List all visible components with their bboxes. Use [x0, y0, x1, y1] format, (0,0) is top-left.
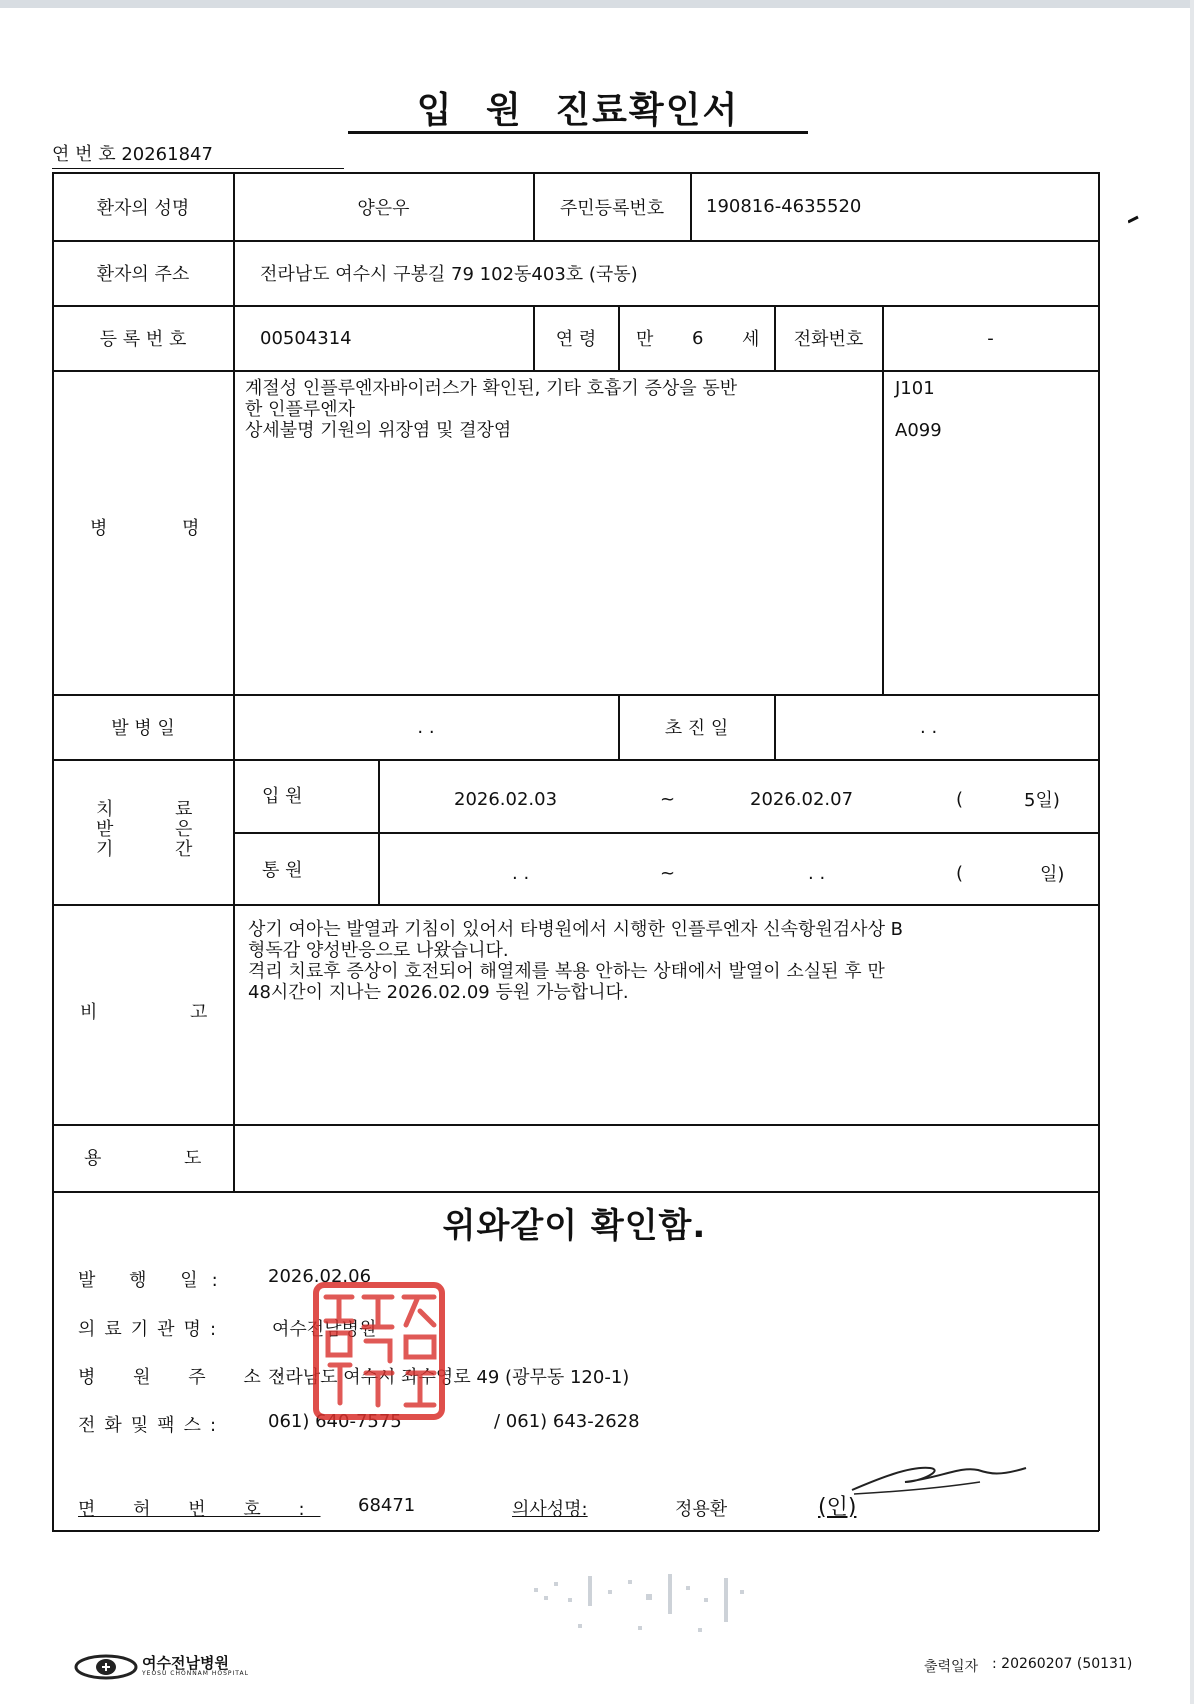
first-visit-label: 초 진 일	[664, 718, 729, 739]
print-date-value: : 20260207 (50131)	[992, 1656, 1133, 1672]
doctor-seal-mark: (인)	[818, 1495, 857, 1520]
inpatient-days-open: (	[956, 788, 964, 810]
inpatient-tilde: ~	[660, 788, 676, 810]
serial-number: 연 번 호 20261847	[52, 140, 344, 169]
diagnosis-label-right: 명	[182, 518, 200, 539]
rrn-value: 190816-4635520	[706, 196, 862, 217]
print-date-label: 출력일자	[924, 1659, 979, 1675]
outpatient-tilde: ~	[660, 862, 676, 884]
remarks-label-right: 고	[190, 1002, 208, 1023]
remarks-label-left: 비	[80, 1002, 98, 1023]
doctor-name: 정용환	[675, 1499, 728, 1520]
purpose-label-left: 용	[84, 1148, 102, 1169]
registration-label: 등 록 번 호	[99, 329, 187, 350]
diagnosis-code: J101	[895, 377, 935, 399]
doctor-name-label: 의사성명:	[512, 1499, 588, 1520]
purpose-value	[248, 1140, 1088, 1174]
diagnosis-label-left: 병	[90, 518, 108, 539]
address-value: 전라남도 여수시 구봉길 79 102동403호 (국동)	[260, 264, 638, 285]
document-title: 입 원 진료확인서	[348, 82, 808, 134]
hospital-logo-icon	[74, 1654, 138, 1680]
hospital-address: 전라남도 여수시 좌수영로 49 (광무동 120-1)	[268, 1367, 630, 1388]
hospital-footer-logo	[74, 1652, 334, 1682]
outpatient-label: 통 원	[262, 860, 303, 881]
treatment-label-col1: 치 받 기	[96, 799, 114, 860]
registration-number: 00504314	[260, 327, 352, 349]
inpatient-days: 5일)	[1024, 790, 1060, 811]
hospital-address-label: 병 원 주 소:	[78, 1367, 299, 1388]
outpatient-days-open: (	[956, 862, 964, 884]
onset-label: 발 병 일	[111, 718, 175, 739]
license-label: 면 허 번 호 :	[78, 1499, 321, 1520]
onset-value: . .	[417, 716, 435, 738]
scan-edge-right	[1190, 0, 1194, 1704]
issue-date: 2026.02.06	[268, 1266, 372, 1287]
diagnosis-code: A099	[895, 419, 942, 441]
institution-label: 의료기관명:	[78, 1319, 226, 1340]
diagnosis-text: 계절성 인플루엔자바이러스가 확인된, 기타 호흡기 증상을 동반 한 인플루엔자 상세불명 기원의 위장염 및 결장염	[245, 378, 738, 441]
faint-print-mark	[528, 1568, 760, 1640]
tel-fax-label: 전화및팩스:	[78, 1415, 226, 1436]
tel-value: 061) 640-7575	[268, 1411, 402, 1432]
license-number: 68471	[358, 1495, 416, 1516]
issue-date-label: 발 행 일:	[78, 1270, 232, 1291]
inpatient-label: 입 원	[262, 786, 303, 807]
treatment-label-col2: 료 은 간	[175, 799, 193, 860]
outpatient-days: 일)	[1040, 864, 1065, 885]
inpatient-from: 2026.02.03	[454, 788, 558, 810]
age-label: 연 령	[555, 329, 597, 350]
age-suffix: 세	[742, 329, 760, 350]
address-label: 환자의 주소	[96, 264, 190, 285]
hospital-seal-stamp	[312, 1281, 446, 1421]
outpatient-from: . .	[512, 862, 530, 884]
scan-edge-top	[0, 0, 1194, 8]
doctor-signature	[850, 1448, 1030, 1498]
age-value: 6	[692, 327, 704, 349]
rrn-label: 주민등록번호	[559, 197, 665, 219]
patient-name-label: 환자의 성명	[96, 197, 190, 219]
patient-name: 양은우	[357, 197, 410, 219]
remarks-text: 상기 여아는 발열과 기침이 있어서 타병원에서 시행한 인플루엔자 신속항원검사상 B 형독감 양성반응으로 나왔습니다. 격리 치료후 증상이 호전되어 해열제를 복용 안하는 상태에서 발열이 소실된 후 만 48시간이 지나는 2026.02.09 등원 가능합니다.	[248, 919, 904, 1003]
phone-label: 전화번호	[793, 329, 864, 350]
institution-name: 여수전남병원	[272, 1319, 377, 1340]
footer-hospital-name: 여수전남병원	[142, 1654, 229, 1672]
age-prefix: 만	[636, 329, 654, 350]
scan-speck	[1128, 214, 1148, 224]
footer-hospital-name-en: YEOSU CHONNAM HOSPITAL	[142, 1670, 249, 1677]
purpose-label-right: 도	[184, 1148, 202, 1169]
fax-value: / 061) 643-2628	[494, 1411, 640, 1432]
first-visit-value: . .	[920, 716, 938, 738]
inpatient-to: 2026.02.07	[750, 788, 854, 810]
confirmation-text: 위와같이 확인함.	[442, 1206, 707, 1246]
outpatient-to: . .	[808, 862, 826, 884]
phone-value: -	[987, 327, 994, 349]
